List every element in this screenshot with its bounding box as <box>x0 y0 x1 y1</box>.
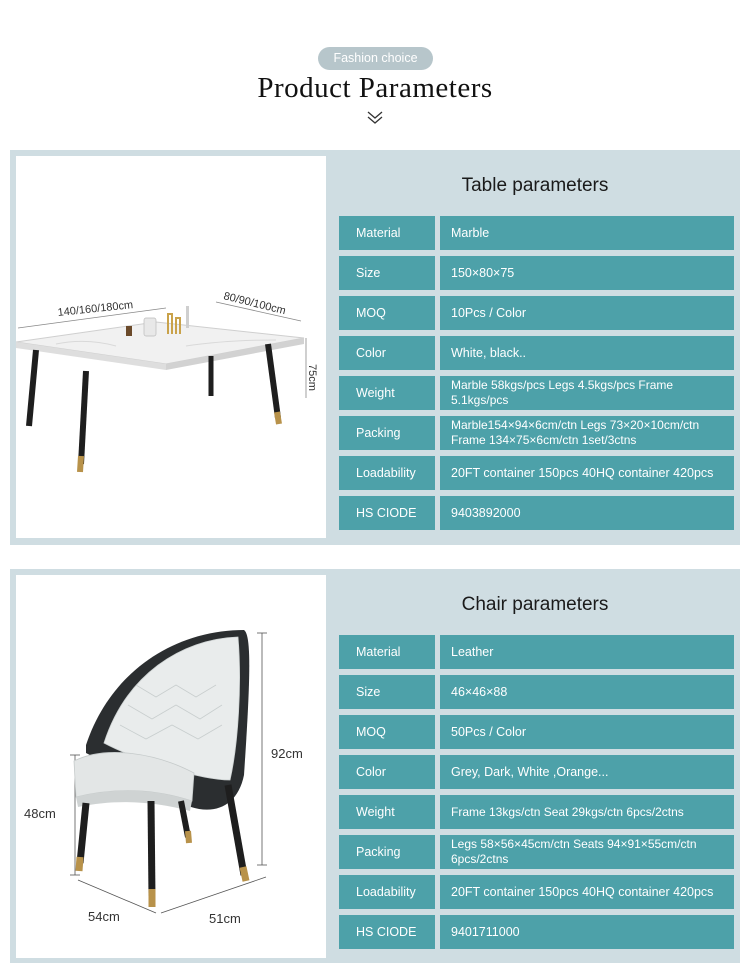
param-label: Weight <box>339 795 435 829</box>
param-label: Material <box>339 635 435 669</box>
param-label: Loadability <box>339 875 435 909</box>
param-value: 9401711000 <box>440 915 734 949</box>
page-header <box>0 0 750 150</box>
param-row <box>339 376 734 410</box>
param-value: 46×46×88 <box>440 675 734 709</box>
table-product-image <box>16 156 326 538</box>
chair-depth-label: 54cm <box>88 909 120 924</box>
chair-params-list <box>339 635 734 955</box>
table-length-label: 140/160/180cm <box>57 299 134 319</box>
param-value: Marble 58kgs/pcs Legs 4.5kgs/pcs Frame 5.1kgs/pcs <box>440 376 734 410</box>
param-row <box>339 875 734 909</box>
param-label: Packing <box>339 835 435 869</box>
chair-parameters-section <box>10 569 740 963</box>
chair-seat-height-label: 48cm <box>24 806 56 821</box>
chair-params-title: Chair parameters <box>461 594 609 615</box>
param-value: White, black.. <box>440 336 734 370</box>
param-value: 9403892000 <box>440 496 734 530</box>
param-value: Leather <box>440 635 734 669</box>
param-label: Color <box>339 755 435 789</box>
param-row <box>339 496 734 530</box>
param-row <box>339 456 734 490</box>
table-params-list <box>339 216 734 536</box>
param-label: Size <box>339 256 435 290</box>
param-label: HS CIODE <box>339 496 435 530</box>
chair-height-label: 92cm <box>271 746 303 761</box>
param-label: MOQ <box>339 715 435 749</box>
decor-glass <box>186 306 189 328</box>
param-row <box>339 835 734 869</box>
param-row <box>339 915 734 949</box>
param-row <box>339 336 734 370</box>
param-label: Color <box>339 336 435 370</box>
double-chevron-down-icon <box>365 110 385 126</box>
chair-width-label: 51cm <box>209 911 241 926</box>
param-row <box>339 715 734 749</box>
chair-product-image <box>16 575 326 958</box>
param-value: 50Pcs / Color <box>440 715 734 749</box>
page-title: Product Parameters <box>257 72 493 104</box>
param-row <box>339 256 734 290</box>
param-label: HS CIODE <box>339 915 435 949</box>
param-row <box>339 216 734 250</box>
param-value: 10Pcs / Color <box>440 296 734 330</box>
param-label: Size <box>339 675 435 709</box>
chair-width-line <box>161 877 266 913</box>
chair-illustration <box>16 575 326 958</box>
param-label: Loadability <box>339 456 435 490</box>
param-value: Frame 13kgs/ctn Seat 29kgs/ctn 6pcs/2ctns <box>440 795 734 829</box>
param-value: 20FT container 150pcs 40HQ container 420pcs <box>440 456 734 490</box>
table-params-title: Table parameters <box>461 175 609 196</box>
param-label: Material <box>339 216 435 250</box>
decor-candle <box>126 326 132 336</box>
param-row <box>339 635 734 669</box>
param-row <box>339 755 734 789</box>
param-value: 150×80×75 <box>440 256 734 290</box>
param-value: Marble <box>440 216 734 250</box>
param-label: Packing <box>339 416 435 450</box>
table-width-label: 80/90/100cm <box>222 290 287 318</box>
param-value: Legs 58×56×45cm/ctn Seats 94×91×55cm/ctn 6pcs/2ctns <box>440 835 734 869</box>
param-row <box>339 675 734 709</box>
param-row <box>339 795 734 829</box>
param-value: 20FT container 150pcs 40HQ container 420pcs <box>440 875 734 909</box>
param-value: Marble154×94×6cm/ctn Legs 73×20×10cm/ctn Frame 134×75×6cm/ctn 1set/3ctns <box>440 416 734 450</box>
decor-vase <box>144 318 156 336</box>
param-row <box>339 416 734 450</box>
param-row <box>339 296 734 330</box>
param-label: Weight <box>339 376 435 410</box>
fashion-choice-tag: Fashion choice <box>318 47 433 70</box>
table-height-label: 75cm <box>306 364 318 391</box>
table-parameters-section <box>10 150 740 545</box>
table-illustration <box>16 156 326 538</box>
param-label: MOQ <box>339 296 435 330</box>
param-value: Grey, Dark, White ,Orange... <box>440 755 734 789</box>
